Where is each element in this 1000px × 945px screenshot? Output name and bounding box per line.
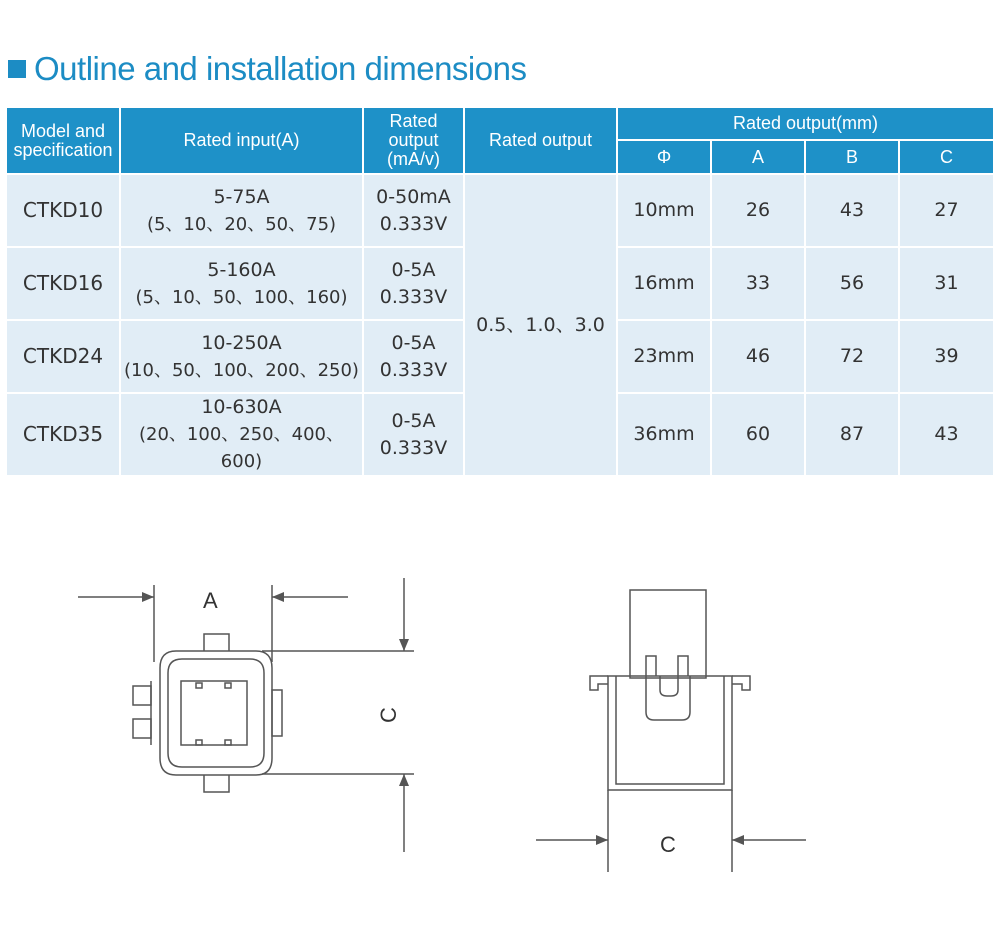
table-row — [7, 175, 995, 248]
header-phi: Φ — [618, 141, 712, 175]
cell-output-unit: 0-5A 0.333V — [364, 248, 465, 321]
header-rated-output: Rated output — [465, 108, 618, 175]
cell-model: CTKD10 — [7, 175, 121, 248]
cell-model: CTKD24 — [7, 321, 121, 394]
cell-output-unit: 0-5A 0.333V — [364, 321, 465, 394]
header-a: A — [712, 141, 806, 175]
cell-a: 26 — [712, 175, 806, 248]
header-rated-input: Rated input(A) — [121, 108, 364, 175]
side-label-c: C — [660, 832, 676, 857]
cell-phi: 36mm — [618, 394, 712, 477]
front-label-a: A — [203, 588, 218, 613]
cell-c: 31 — [900, 248, 995, 321]
header-c: C — [900, 141, 995, 175]
cell-a: 33 — [712, 248, 806, 321]
cell-b: 87 — [806, 394, 900, 477]
cell-input: 10-630A (20、100、250、400、600) — [121, 394, 364, 477]
heading-square-icon — [8, 60, 26, 78]
header-model: Model and specification — [7, 108, 121, 175]
dimension-drawings — [0, 560, 1000, 900]
cell-output-unit: 0-50mA 0.333V — [364, 175, 465, 248]
cell-input: 5-160A (5、10、50、100、160) — [121, 248, 364, 321]
cell-c: 39 — [900, 321, 995, 394]
cell-model: CTKD35 — [7, 394, 121, 477]
heading-text: Outline and installation dimensions — [34, 50, 527, 87]
header-rated-output-unit: Rated output (mA/v) — [364, 108, 465, 175]
header-b: B — [806, 141, 900, 175]
side-view-drawing — [536, 590, 806, 872]
cell-rated-output: 0.5、1.0、3.0 — [465, 175, 618, 477]
cell-c: 27 — [900, 175, 995, 248]
cell-c: 43 — [900, 394, 995, 477]
cell-input: 5-75A (5、10、20、50、75) — [121, 175, 364, 248]
cell-b: 43 — [806, 175, 900, 248]
cell-model: CTKD16 — [7, 248, 121, 321]
section-heading — [8, 50, 526, 88]
spec-table — [7, 108, 995, 477]
cell-a: 60 — [712, 394, 806, 477]
cell-phi: 10mm — [618, 175, 712, 248]
cell-phi: 16mm — [618, 248, 712, 321]
cell-b: 72 — [806, 321, 900, 394]
cell-input: 10-250A (10、50、100、200、250) — [121, 321, 364, 394]
cell-b: 56 — [806, 248, 900, 321]
cell-a: 46 — [712, 321, 806, 394]
front-view-drawing — [78, 578, 414, 852]
header-rated-output-mm: Rated output(mm) — [618, 108, 995, 141]
front-label-c: C — [376, 707, 401, 723]
cell-output-unit: 0-5A 0.333V — [364, 394, 465, 477]
cell-phi: 23mm — [618, 321, 712, 394]
